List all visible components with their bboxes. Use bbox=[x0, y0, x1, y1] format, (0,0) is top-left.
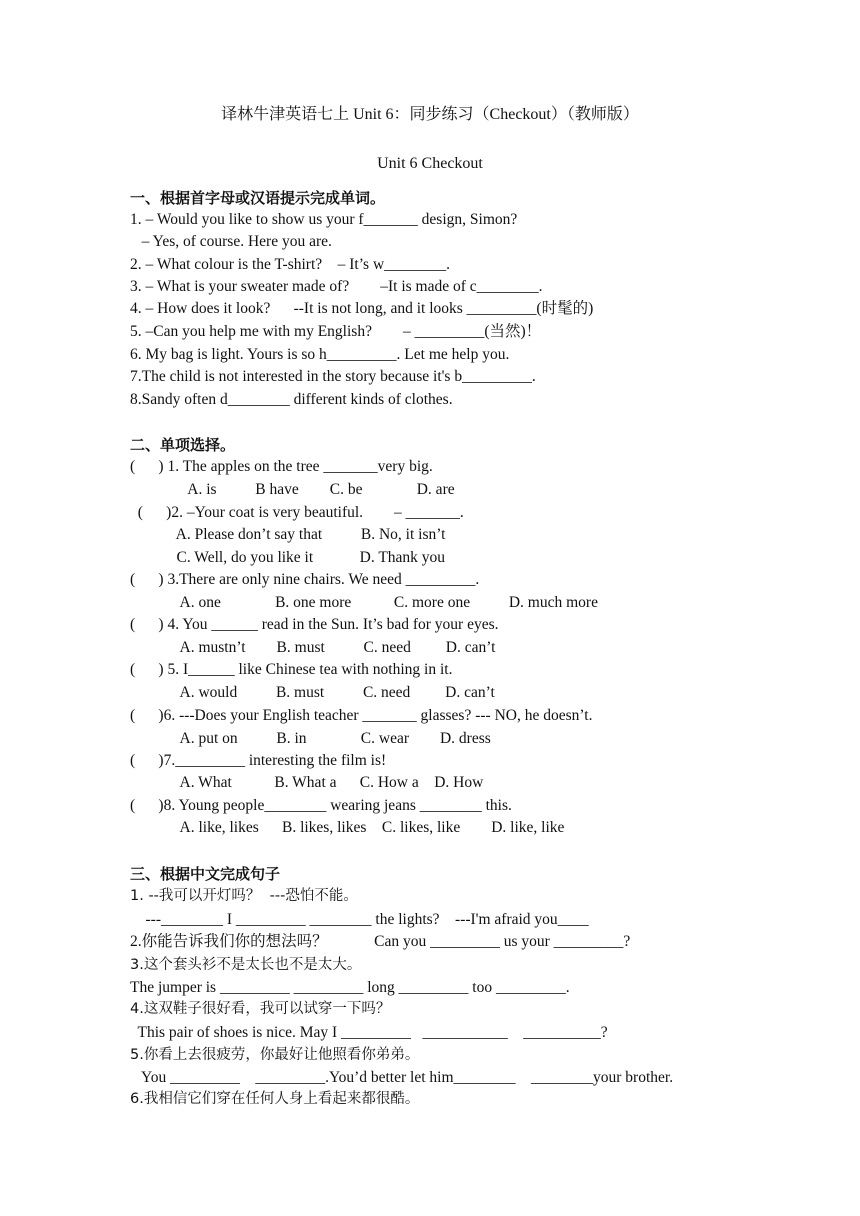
question-line: ( ) 3.There are only nine chairs. We need _________. bbox=[130, 571, 480, 588]
document-subtitle: Unit 6 Checkout bbox=[377, 155, 483, 172]
options-line: C. Well, do you like it D. Thank you bbox=[130, 549, 446, 566]
exercise-line: 3. – What is your sweater made of? –It is made of c________. bbox=[130, 278, 543, 295]
sentence-line: You _________ _________.You’d better let him________ ________your brother. bbox=[130, 1069, 674, 1086]
question-line: ( )8. Young people________ wearing jeans ________ this. bbox=[130, 797, 512, 814]
exercise-line: 7.The child is not interested in the story because it's b_________. bbox=[130, 368, 536, 385]
section-3-heading: 三、根据中文完成句子 bbox=[130, 865, 281, 883]
question-line: ( )2. –Your coat is very beautiful. – _______. bbox=[130, 504, 464, 521]
sentence-line: ---________ I _________ ________ the lights? ---I'm afraid you____ bbox=[130, 911, 589, 928]
exercise-line: 4. – How does it look? --It is not long, and it looks _________(时髦的) bbox=[130, 300, 594, 317]
options-line: A. put on B. in C. wear D. dress bbox=[130, 730, 491, 747]
sentence-line: 2.你能告诉我们你的想法吗？ Can you _________ us your _________? bbox=[130, 933, 631, 950]
options-line: A. What B. What a C. How a D. How bbox=[130, 774, 484, 791]
exercise-line: 8.Sandy often d________ different kinds of clothes. bbox=[130, 391, 453, 408]
options-line: A. mustn’t B. must C. need D. can’t bbox=[130, 639, 496, 656]
options-line: A. is B have C. be D. are bbox=[130, 481, 455, 498]
sentence-line: 4.这双鞋子很好看，我可以试穿一下吗？ bbox=[130, 1001, 391, 1017]
sentence-line: The jumper is _________ _________ long _________ too _________. bbox=[130, 979, 570, 996]
question-line: ( ) 5. I______ like Chinese tea with nothing in it. bbox=[130, 661, 453, 678]
options-line: A. one B. one more C. more one D. much more bbox=[130, 594, 598, 611]
sentence-line: 6.我相信它们穿在任何人身上看起来都很酷。 bbox=[130, 1091, 420, 1107]
sentence-line: 1. --我可以开灯吗？ ---恐怕不能。 bbox=[130, 888, 358, 904]
sentence-line: 3.这个套头衫不是太长也不是太大。 bbox=[130, 957, 362, 973]
section-1-heading: 一、根据首字母或汉语提示完成单词。 bbox=[130, 189, 386, 207]
options-line: A. Please don’t say that B. No, it isn’t bbox=[130, 526, 446, 543]
exercise-line: – Yes, of course. Here you are. bbox=[130, 233, 332, 250]
question-line: ( )7._________ interesting the film is! bbox=[130, 752, 387, 769]
document-title: 译林牛津英语七上 Unit 6：同步练习（Checkout）（教师版） bbox=[221, 106, 639, 123]
options-line: A. would B. must C. need D. can’t bbox=[130, 684, 495, 701]
section-2-heading: 二、单项选择。 bbox=[130, 436, 236, 454]
exercise-line: 2. – What colour is the T-shirt? – It’s w________. bbox=[130, 256, 451, 273]
question-line: ( ) 1. The apples on the tree _______very big. bbox=[130, 458, 433, 475]
exercise-line: 5. –Can you help me with my English? – _________(当然)！ bbox=[130, 323, 542, 340]
question-line: ( ) 4. You ______ read in the Sun. It’s bad for your eyes. bbox=[130, 616, 499, 633]
sentence-line: 5.你看上去很疲劳，你最好让他照看你弟弟。 bbox=[130, 1047, 420, 1063]
exercise-line: 1. – Would you like to show us your f_______ design, Simon? bbox=[130, 211, 518, 228]
options-line: A. like, likes B. likes, likes C. likes, like D. like, like bbox=[130, 819, 565, 836]
sentence-line: This pair of shoes is nice. May I _________ ___________ __________? bbox=[130, 1024, 608, 1041]
question-line: ( )6. ---Does your English teacher _______ glasses? --- NO, he doesn’t. bbox=[130, 707, 593, 724]
exercise-line: 6. My bag is light. Yours is so h_________. Let me help you. bbox=[130, 346, 510, 363]
